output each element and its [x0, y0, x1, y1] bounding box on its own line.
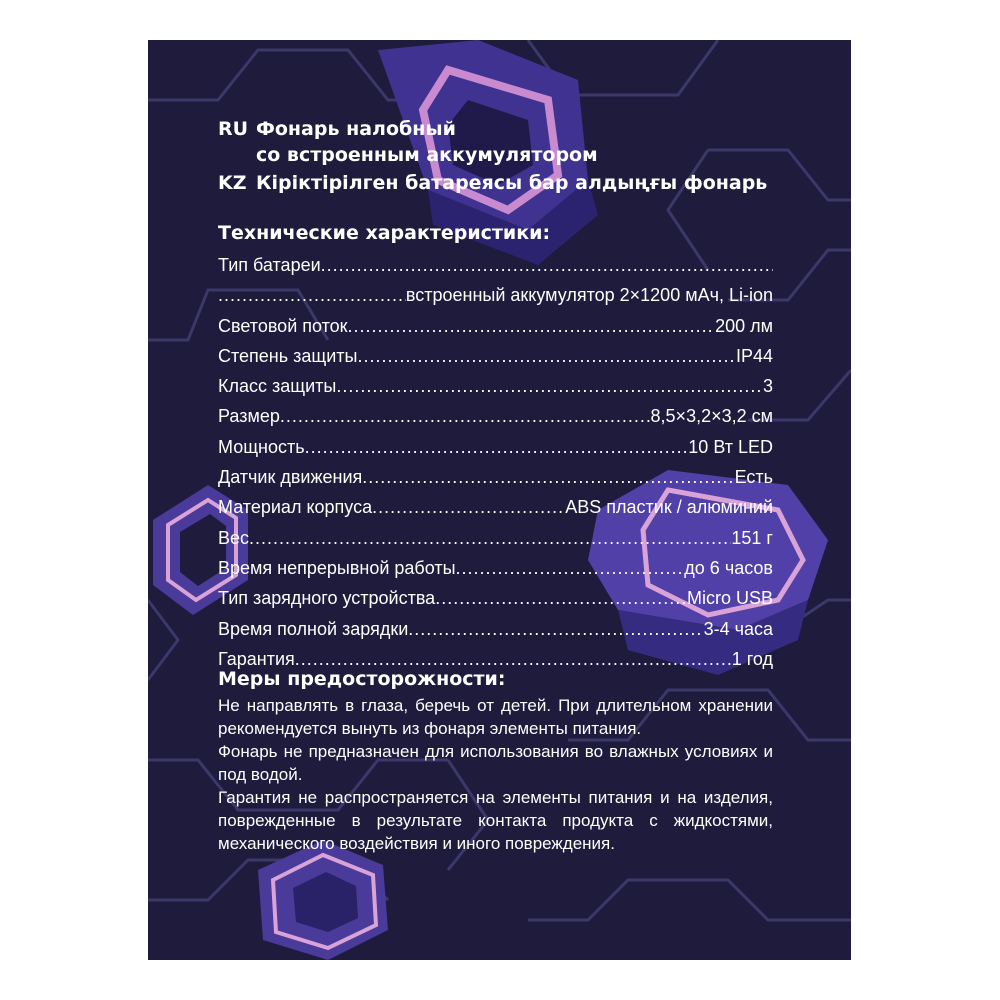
spec-row [218, 401, 773, 431]
spec-row [218, 371, 773, 401]
dot-leader [218, 280, 406, 310]
title-ru-line1 [218, 116, 456, 142]
specs-list [218, 250, 773, 674]
spec-name: Вес [218, 527, 250, 548]
spec-row [218, 341, 773, 371]
specs-heading: Технические характеристики: [218, 222, 551, 244]
spec-value: 8,5×3,2×3,2 см [650, 406, 773, 427]
spec-value: 200 лм [715, 315, 773, 336]
dot-leader [357, 341, 736, 371]
spec-value: ABS пластик / алюминий [565, 497, 773, 518]
precautions-heading: Меры предосторожности: [218, 668, 506, 690]
spec-row-battery [218, 250, 773, 280]
precaution-paragraph: Не направлять в глаза, беречь от детей. При длительном хранении рекомендуется вынуть из фонаря элементы питания. [218, 696, 773, 738]
title-ru-text: Фонарь налобный [256, 118, 456, 140]
spec-row [218, 583, 773, 613]
spec-name: Датчик движения [218, 467, 363, 488]
precaution-paragraph: Гарантия не распространяется на элементы питания и на изделия, поврежденные в результате контакта продукта с жидкостями, механического воздействия и иного повреждения. [218, 788, 773, 853]
spec-name: Материал корпуса [218, 497, 373, 518]
spec-name: Время непрерывной работы [218, 557, 456, 578]
spec-name: Световой поток [218, 315, 348, 336]
spec-value: 3 [762, 376, 773, 397]
spec-value: встроенный аккумулятор 2×1200 мАч, Li-ion [405, 285, 773, 306]
spec-value: 151 г [731, 527, 773, 548]
precautions-text [218, 694, 773, 855]
spec-name: Мощность [218, 436, 305, 457]
precaution-paragraph: Фонарь не предназначен для использования во влажных условиях и под водой. [218, 742, 773, 784]
title-kz-text: Кірiктiрiлген батареясы бар алдыңғы фонарь [256, 172, 768, 194]
spec-row [218, 432, 773, 462]
dot-leader [408, 614, 703, 644]
title-kz-line [218, 170, 767, 196]
lang-code-ru: RU [218, 118, 249, 140]
spec-name: Тип батареи [218, 255, 321, 275]
spec-name: Степень защиты [218, 345, 358, 366]
title-ru-line2: со встроенным аккумулятором [256, 144, 598, 166]
spec-value: Micro USB [686, 588, 773, 609]
spec-sheet-panel [148, 40, 851, 960]
spec-row [218, 311, 773, 341]
spec-name: Класс защиты [218, 376, 337, 397]
spec-value: до 6 часов [684, 557, 773, 578]
dot-leader [348, 311, 716, 341]
lang-code-kz: KZ [218, 172, 247, 194]
spec-value: 3-4 часа [703, 618, 773, 639]
dot-leader [321, 250, 773, 280]
spec-row [218, 462, 773, 492]
spec-value: 1 год [731, 648, 773, 669]
spec-row-battery-value [218, 280, 773, 310]
document-content [148, 40, 851, 960]
dot-leader [336, 371, 763, 401]
spec-name: Гарантия [218, 648, 295, 669]
dot-leader [305, 432, 689, 462]
dot-leader [249, 523, 731, 553]
spec-value: Есть [734, 467, 773, 488]
spec-name: Размер [218, 406, 280, 427]
spec-name: Тип зарядного устройства [218, 588, 436, 609]
dot-leader [280, 401, 651, 431]
dot-leader [456, 553, 685, 583]
dot-leader [435, 583, 687, 613]
dot-leader [362, 462, 734, 492]
spec-name: Время полной зарядки [218, 618, 409, 639]
spec-value: 10 Вт LED [688, 436, 773, 457]
spec-row [218, 523, 773, 553]
spec-row [218, 553, 773, 583]
spec-value: IP44 [735, 345, 773, 366]
dot-leader [372, 492, 565, 522]
spec-row [218, 492, 773, 522]
spec-row [218, 614, 773, 644]
